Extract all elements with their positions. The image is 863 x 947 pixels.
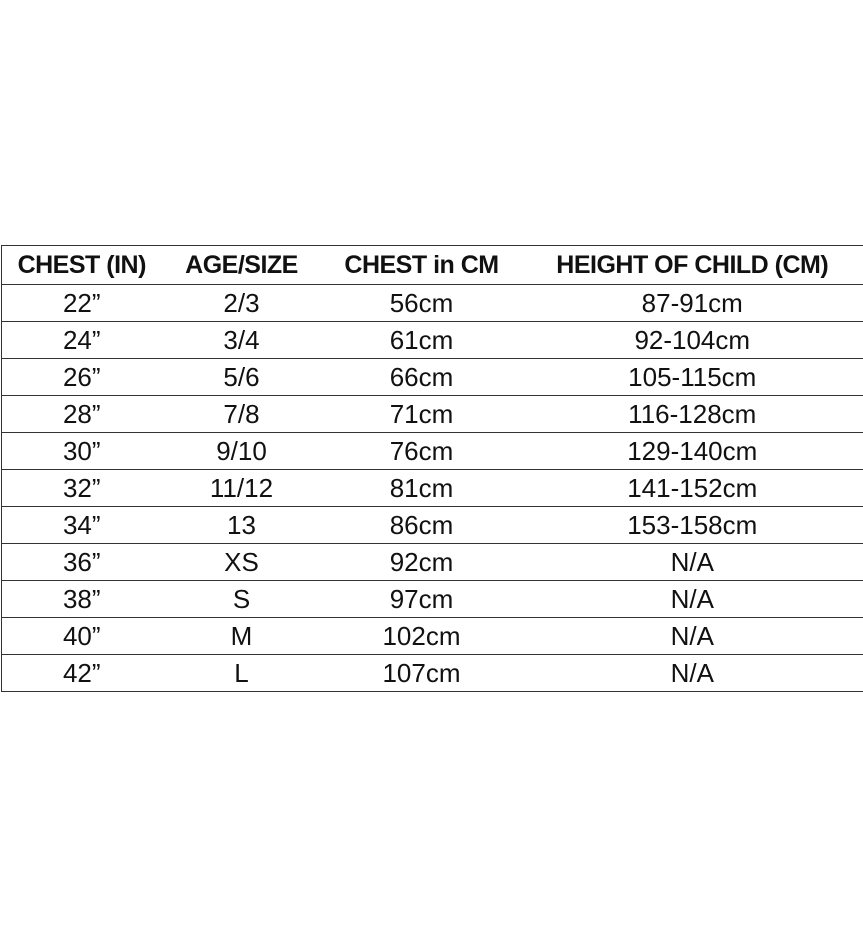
- cell-height-of-child: 105-115cm: [522, 359, 863, 396]
- cell-chest-cm: 76cm: [322, 433, 522, 470]
- cell-chest-cm: 107cm: [322, 655, 522, 692]
- cell-height-of-child: 87-91cm: [522, 285, 863, 322]
- table-row: [2, 544, 863, 581]
- cell-chest-in: 22”: [2, 285, 162, 322]
- cell-age-size: 3/4: [162, 322, 322, 359]
- cell-age-size: M: [162, 618, 322, 655]
- cell-chest-cm: 66cm: [322, 359, 522, 396]
- cell-age-size: XS: [162, 544, 322, 581]
- table-row: [2, 359, 863, 396]
- cell-chest-in: 38”: [2, 581, 162, 618]
- cell-chest-cm: 81cm: [322, 470, 522, 507]
- cell-chest-cm: 92cm: [322, 544, 522, 581]
- cell-chest-in: 24”: [2, 322, 162, 359]
- cell-age-size: 11/12: [162, 470, 322, 507]
- cell-height-of-child: N/A: [522, 544, 863, 581]
- cell-height-of-child: 116-128cm: [522, 396, 863, 433]
- header-age-size: AGE/SIZE: [162, 246, 322, 285]
- table-row: [2, 285, 863, 322]
- cell-age-size: 13: [162, 507, 322, 544]
- header-chest-in: CHEST (IN): [2, 246, 162, 285]
- cell-chest-in: 34”: [2, 507, 162, 544]
- cell-chest-in: 30”: [2, 433, 162, 470]
- cell-chest-cm: 71cm: [322, 396, 522, 433]
- size-chart-table: [1, 245, 863, 692]
- cell-height-of-child: 129-140cm: [522, 433, 863, 470]
- cell-chest-cm: 61cm: [322, 322, 522, 359]
- table-row: [2, 507, 863, 544]
- cell-chest-cm: 97cm: [322, 581, 522, 618]
- cell-age-size: 7/8: [162, 396, 322, 433]
- table-row: [2, 618, 863, 655]
- header-chest-cm: CHEST in CM: [322, 246, 522, 285]
- cell-height-of-child: 153-158cm: [522, 507, 863, 544]
- cell-height-of-child: N/A: [522, 655, 863, 692]
- cell-chest-in: 42”: [2, 655, 162, 692]
- cell-age-size: 5/6: [162, 359, 322, 396]
- cell-chest-in: 40”: [2, 618, 162, 655]
- cell-height-of-child: 92-104cm: [522, 322, 863, 359]
- table-row: [2, 470, 863, 507]
- cell-age-size: L: [162, 655, 322, 692]
- cell-age-size: S: [162, 581, 322, 618]
- table-row: [2, 581, 863, 618]
- cell-chest-in: 26”: [2, 359, 162, 396]
- header-row: [2, 246, 863, 285]
- cell-age-size: 2/3: [162, 285, 322, 322]
- table-header: [2, 246, 863, 285]
- header-height-of-child: HEIGHT OF CHILD (CM): [522, 246, 863, 285]
- cell-chest-cm: 86cm: [322, 507, 522, 544]
- table-row: [2, 433, 863, 470]
- cell-chest-in: 32”: [2, 470, 162, 507]
- cell-height-of-child: 141-152cm: [522, 470, 863, 507]
- cell-chest-in: 36”: [2, 544, 162, 581]
- table-row: [2, 655, 863, 692]
- table-row: [2, 322, 863, 359]
- cell-chest-in: 28”: [2, 396, 162, 433]
- table-body: [2, 285, 863, 692]
- cell-height-of-child: N/A: [522, 581, 863, 618]
- cell-height-of-child: N/A: [522, 618, 863, 655]
- table-row: [2, 396, 863, 433]
- cell-chest-cm: 56cm: [322, 285, 522, 322]
- cell-age-size: 9/10: [162, 433, 322, 470]
- cell-chest-cm: 102cm: [322, 618, 522, 655]
